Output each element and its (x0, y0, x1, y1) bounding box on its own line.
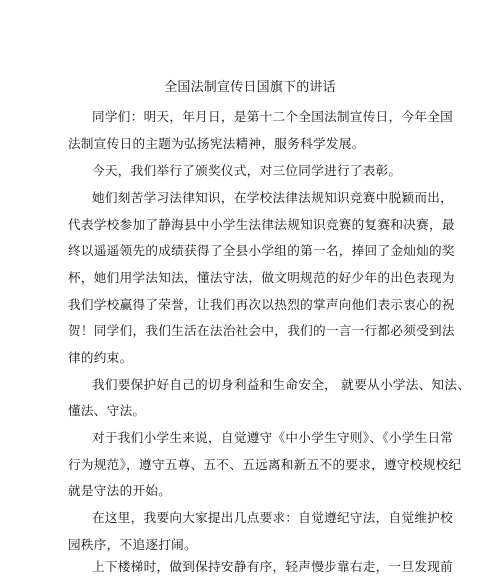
paragraph-line: 她们刻苦学习法律知识，在学校法律法规知识竞赛中脱颖而出， (92, 190, 454, 205)
paragraph-line: 今天，我们举行了颁奖仪式，对三位同学进行了表彰。 (92, 163, 402, 178)
paragraph-line: 行为规范》，遵守五尊、五不、五远离和新五不的要求，遵守校规校纪 (68, 457, 462, 472)
paragraph-line: 我们要保护好自己的切身利益和生命安全， 就要从小学法、知法、 (92, 377, 471, 392)
paragraph-line: 终以遥遥领先的成绩获得了全县小学组的第一名，捧回了金灿灿的奖 (68, 243, 455, 258)
paragraph-line: 法制宣传日的主题为弘扬宪法精神，服务科学发展。 (68, 136, 365, 151)
paragraph-line: 懂法、守法。 (68, 403, 146, 418)
paragraph-line: 对于我们小学生来说，自觉遵守《中小学生守则》、《小学生日常 (92, 430, 454, 445)
paragraph-line: 同学们：明天，年月日，是第十二个全国法制宣传日，今年全国 (92, 109, 454, 124)
paragraph-line: 上下楼梯时，做到保持安静有序，轻声慢步靠右走，一旦发现前 (92, 559, 454, 574)
paragraph-line: 我们学校赢得了荣誉，让我们再次以热烈的掌声向他们表示衷心的祝 (68, 297, 455, 312)
paragraph-line: 就是守法的开始。 (68, 483, 172, 498)
document-title: 全国法制宣传日国旗下的讲话 (164, 80, 336, 95)
paragraph-line: 杯，她们用学法知法，懂法守法，做文明规范的好少年的出色表现为 (68, 270, 455, 285)
paragraph-line: 贺！同学们，我们生活在法治社会中，我们的一言一行都必须受到法 (68, 323, 455, 338)
paragraph-line: 园秩序，不追逐打闹。 (68, 537, 197, 552)
paragraph-line: 律的约束。 (68, 350, 133, 365)
paragraph-line: 在这里，我要向大家提出几点要求：自觉遵纪守法，自觉维护校 (92, 510, 454, 525)
paragraph-line: 代表学校参加了静海县中小学生法律法规知识竞赛的复赛和决赛，最 (68, 217, 455, 232)
